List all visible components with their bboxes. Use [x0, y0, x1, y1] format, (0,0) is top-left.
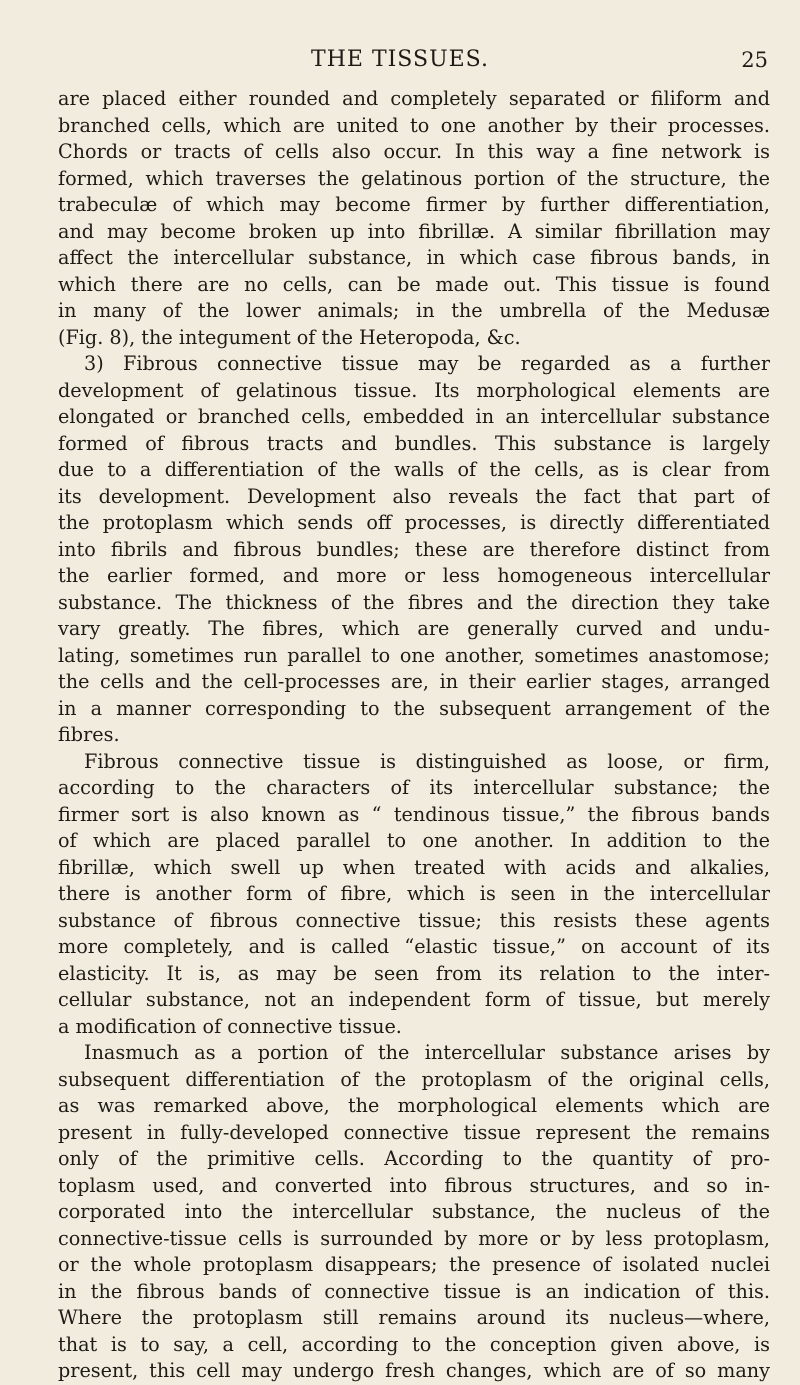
text-line: Where the protoplasm still remains around its nucleus—where, [58, 1306, 770, 1329]
text-line: trabeculæ of which may become firmer by further differentiation, [58, 193, 770, 216]
text-line: of which are placed parallel to one another. In addition to the [58, 829, 770, 852]
text-line: present in fully-developed connective tissue represent the remains [58, 1120, 770, 1144]
text-line: toplasm used, and converted into fibrous structures, and so in- [58, 1173, 770, 1197]
text-line: vary greatly. The fibres, which are generally curved and undu- [58, 617, 770, 640]
text-line: (Fig. 8), the integument of the Heteropoda, &c. [58, 325, 521, 349]
text-line: in a manner corresponding to the subsequent arrangement of the [58, 696, 770, 720]
text-line: development of gelatinous tissue. Its morphological elements are [58, 378, 770, 402]
text-line: branched cells, which are united to one another by their processes. [58, 113, 770, 137]
text-line: formed, which traverses the gelatinous portion of the structure, the [58, 166, 770, 190]
text-line: the earlier formed, and more or less homogeneous intercellular [58, 564, 770, 587]
text-line: corporated into the intercellular substance, the nucleus of the [58, 1200, 770, 1223]
text-line: firmer sort is also known as “ tendinous tissue,” the fibrous bands [58, 802, 770, 826]
text-line: in many of the lower animals; in the umbrella of the Medusæ [58, 299, 770, 322]
text-line: substance. The thickness of the fibres and the direction they take [58, 590, 770, 614]
text-line: or the whole protoplasm disappears; the presence of isolated nuclei [58, 1253, 770, 1276]
text-line: that is to say, a cell, according to the conception given above, is [58, 1332, 770, 1356]
text-line: elongated or branched cells, embedded in an intercellular substance [58, 405, 770, 428]
text-line: Fibrous connective tissue is distinguished as loose, or firm, [84, 749, 770, 773]
text-line: its development. Development also reveals the fact that part of [58, 484, 770, 508]
text-line: according to the characters of its intercellular substance; the [58, 776, 770, 799]
text-line: lating, sometimes run parallel to one another, sometimes anastomose; [58, 643, 770, 667]
text-line: present, this cell may undergo fresh changes, which are of so many [58, 1359, 770, 1382]
text-line: fibres. [58, 723, 120, 746]
text-line: connective-tissue cells is surrounded by more or by less protoplasm, [58, 1226, 770, 1250]
text-line: substance of fibrous connective tissue; this resists these agents [58, 908, 770, 932]
text-line: the cells and the cell-processes are, in their earlier stages, arranged [58, 670, 770, 693]
text-line: the protoplasm which sends off processes, is directly differentiated [58, 511, 770, 534]
text-line: as was remarked above, the morphological elements which are [58, 1094, 770, 1117]
text-line: affect the intercellular substance, in which case fibrous bands, in [58, 246, 770, 269]
body-text [58, 86, 770, 1385]
text-line: formed of fibrous tracts and bundles. This substance is largely [58, 431, 770, 455]
text-line: a modification of connective tissue. [58, 1014, 402, 1038]
text-line: due to a differentiation of the walls of the cells, as is clear from [58, 458, 770, 481]
text-line: more completely, and is called “elastic tissue,” on account of its [58, 935, 770, 958]
page-number: 25 [741, 48, 768, 72]
text-line: Chords or tracts of cells also occur. In this way a fine network is [58, 140, 770, 163]
text-line: Inasmuch as a portion of the intercellular substance arises by [84, 1041, 770, 1064]
running-title: THE TISSUES. [311, 47, 489, 72]
text-line: into fibrils and fibrous bundles; these are therefore distinct from [58, 537, 770, 561]
text-line: which there are no cells, can be made out. This tissue is found [58, 272, 770, 296]
text-line: are placed either rounded and completely separated or filiform and [58, 87, 770, 110]
text-line: subsequent differentiation of the protoplasm of the original cells, [58, 1067, 770, 1091]
text-line: fibrillæ, which swell up when treated with acids and alkalies, [58, 855, 770, 879]
running-head [0, 0, 800, 80]
text-line: 3) Fibrous connective tissue may be regarded as a further [84, 352, 770, 375]
text-line: in the fibrous bands of connective tissue is an indication of this. [58, 1279, 770, 1303]
text-line: there is another form of fibre, which is seen in the intercellular [58, 882, 770, 905]
text-line: cellular substance, not an independent form of tissue, but merely [58, 988, 770, 1011]
text-line: and may become broken up into fibrillæ. A similar fibrillation may [58, 219, 770, 243]
text-line: only of the primitive cells. According to the quantity of pro- [58, 1147, 770, 1170]
text-line: elasticity. It is, as may be seen from its relation to the inter- [58, 961, 770, 985]
